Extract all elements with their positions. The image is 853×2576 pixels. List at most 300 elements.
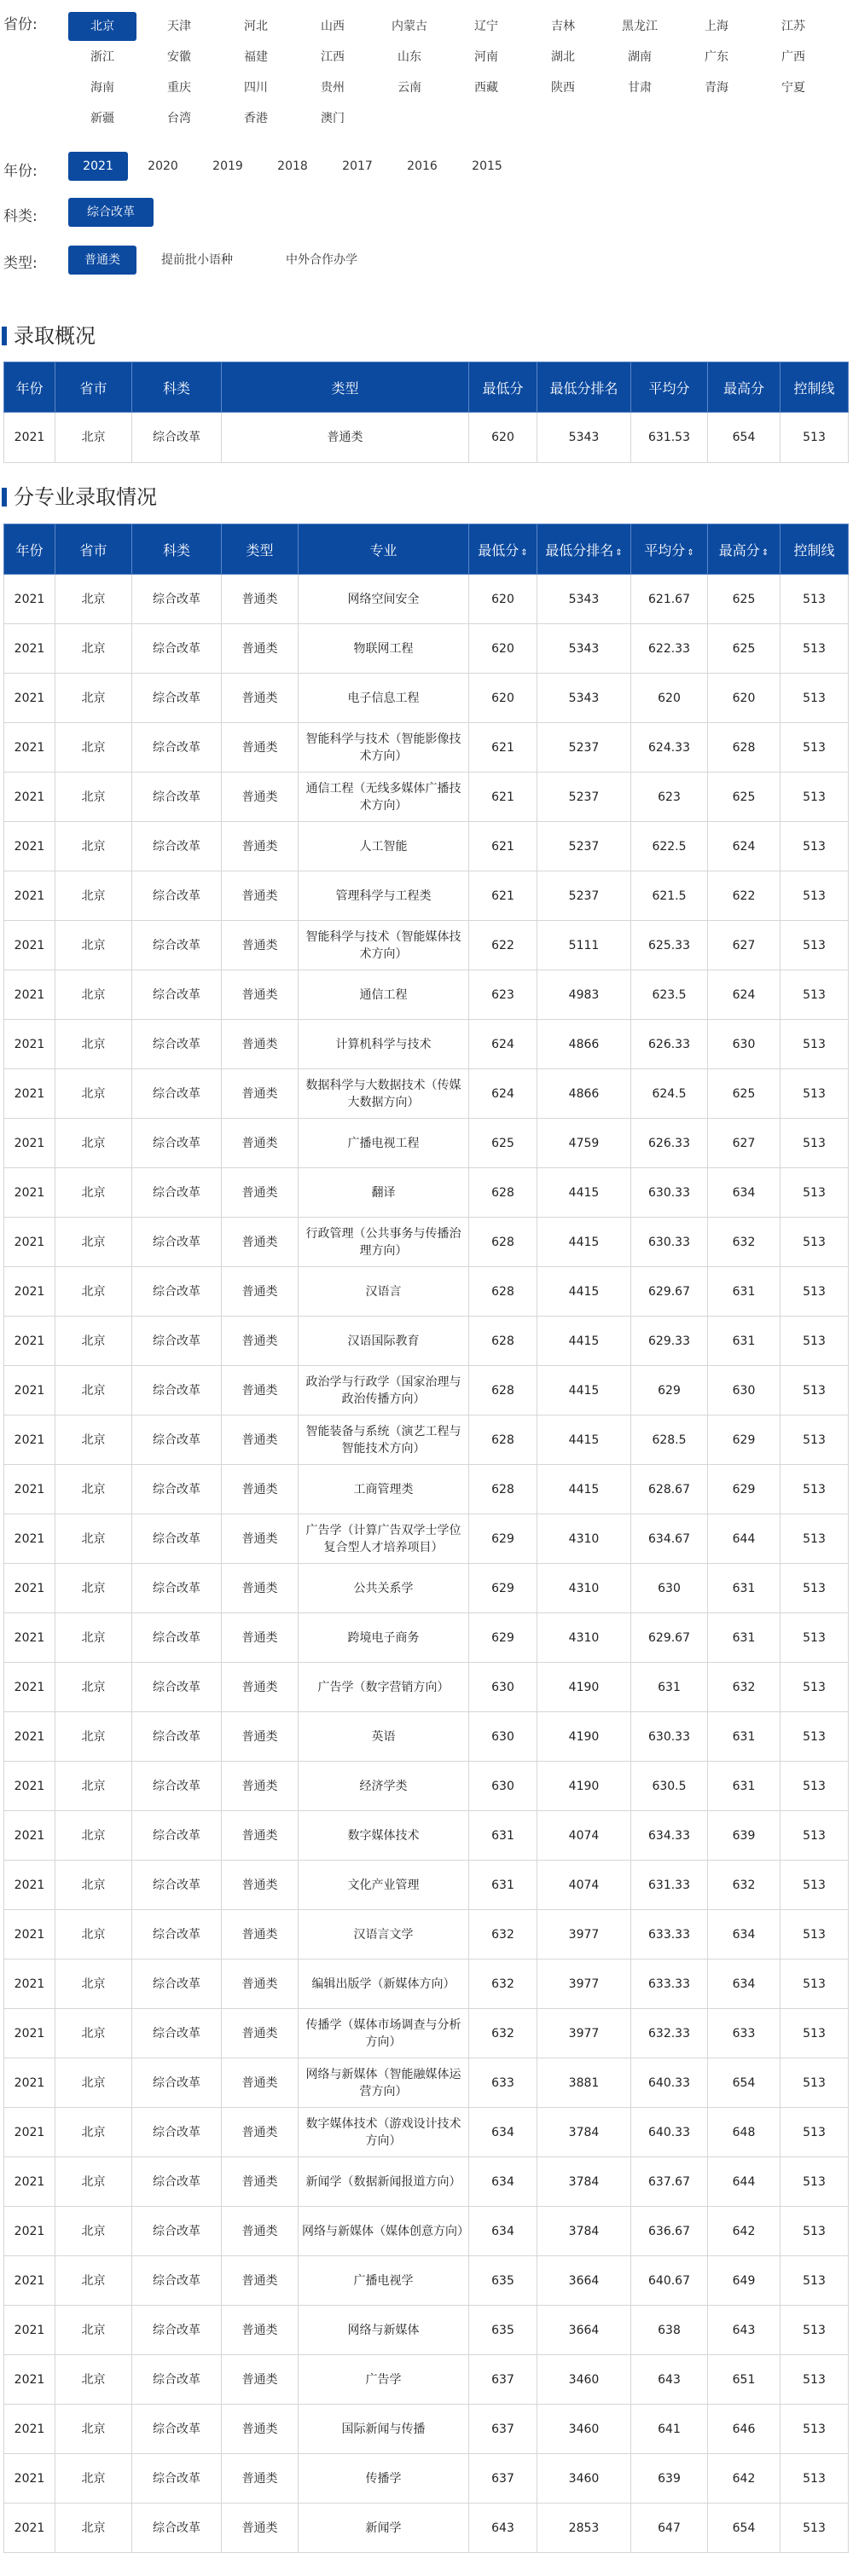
table-cell: 513 xyxy=(780,1465,849,1514)
province-option[interactable]: 江苏 xyxy=(781,20,805,33)
table-cell: 综合改革 xyxy=(132,2355,222,2405)
sort-icon[interactable]: ⇕ xyxy=(520,547,528,558)
major-name-cell: 跨境电子商务 xyxy=(299,1613,469,1663)
table-row xyxy=(4,1910,849,1959)
table-cell: 综合改革 xyxy=(132,1712,222,1762)
table-row xyxy=(4,822,849,871)
table-cell: 综合改革 xyxy=(132,2108,222,2157)
table-cell: 北京 xyxy=(55,970,132,1020)
province-option[interactable]: 天津 xyxy=(167,20,191,33)
table-cell: 631.53 xyxy=(631,413,708,463)
year-option[interactable]: 2017 xyxy=(342,159,373,173)
table-cell: 634 xyxy=(469,2207,537,2256)
table-row xyxy=(4,2108,849,2157)
table-row xyxy=(4,1366,849,1415)
table-cell: 北京 xyxy=(55,1069,132,1119)
header-label: 最低分 xyxy=(478,541,519,559)
table-cell: 2021 xyxy=(4,1663,55,1712)
major-name-cell: 广告学（数字营销方向） xyxy=(299,1663,469,1712)
table-cell: 2021 xyxy=(4,871,55,921)
province-option[interactable]: 台湾 xyxy=(167,112,191,125)
table-cell: 综合改革 xyxy=(132,2009,222,2058)
major-name-cell: 翻译 xyxy=(299,1168,469,1218)
province-option[interactable]: 山东 xyxy=(397,50,421,64)
province-option[interactable]: 安徽 xyxy=(167,50,191,64)
summary-header-cell: 年份 xyxy=(4,362,55,413)
table-cell: 631 xyxy=(708,1317,780,1366)
majors-header-cell xyxy=(4,524,55,575)
table-cell: 4310 xyxy=(537,1564,631,1613)
major-name-cell: 编辑出版学（新媒体方向） xyxy=(299,1959,469,2009)
year-option[interactable]: 2016 xyxy=(407,159,438,173)
table-cell: 普通类 xyxy=(222,1465,299,1514)
table-cell: 2021 xyxy=(4,2256,55,2306)
table-cell: 648 xyxy=(708,2108,780,2157)
table-cell: 632 xyxy=(469,1910,537,1959)
table-cell: 普通类 xyxy=(222,921,299,970)
year-filter xyxy=(0,152,853,186)
table-cell: 2021 xyxy=(4,1267,55,1317)
table-cell: 628.67 xyxy=(631,1465,708,1514)
province-option[interactable]: 广东 xyxy=(705,50,728,64)
table-cell: 普通类 xyxy=(222,1959,299,2009)
table-cell: 513 xyxy=(780,2454,849,2504)
table-cell: 513 xyxy=(780,1020,849,1069)
sortable-header-cell[interactable] xyxy=(537,524,631,575)
table-row xyxy=(4,575,849,624)
province-option[interactable]: 福建 xyxy=(244,50,268,64)
table-cell: 641 xyxy=(631,2405,708,2454)
major-name-cell: 汉语言 xyxy=(299,1267,469,1317)
province-option[interactable]: 重庆 xyxy=(167,81,191,95)
header-label: 最低分排名 xyxy=(545,541,614,559)
table-cell: 621.5 xyxy=(631,871,708,921)
table-cell: 2021 xyxy=(4,723,55,773)
table-cell: 627 xyxy=(708,1119,780,1168)
province-option[interactable]: 湖北 xyxy=(551,50,575,64)
year-option[interactable]: 2020 xyxy=(148,159,178,173)
table-row xyxy=(4,2454,849,2504)
table-cell: 2021 xyxy=(4,1366,55,1415)
table-row xyxy=(4,1861,849,1910)
province-option[interactable]: 黑龙江 xyxy=(622,20,658,33)
table-cell: 综合改革 xyxy=(132,2058,222,2108)
table-cell: 622.5 xyxy=(631,822,708,871)
majors-header-row xyxy=(4,524,849,575)
header-label: 类型 xyxy=(246,541,274,559)
table-cell: 北京 xyxy=(55,1663,132,1712)
table-cell: 综合改革 xyxy=(132,1861,222,1910)
sortable-header-cell[interactable] xyxy=(708,524,780,575)
table-row xyxy=(4,1959,849,2009)
table-cell: 3460 xyxy=(537,2405,631,2454)
table-cell: 624.33 xyxy=(631,723,708,773)
major-name-cell: 广播电视学 xyxy=(299,2256,469,2306)
header-label: 科类 xyxy=(162,541,190,559)
table-cell: 普通类 xyxy=(222,1663,299,1712)
table-cell: 普通类 xyxy=(222,2157,299,2207)
province-option[interactable]: 上海 xyxy=(705,20,728,33)
table-row xyxy=(4,1762,849,1811)
year-option[interactable]: 2018 xyxy=(277,159,308,173)
table-cell: 3664 xyxy=(537,2306,631,2355)
table-cell: 北京 xyxy=(55,575,132,624)
table-cell: 625 xyxy=(708,1069,780,1119)
table-cell: 625 xyxy=(708,773,780,822)
table-row xyxy=(4,2256,849,2306)
table-cell: 635 xyxy=(469,2306,537,2355)
table-cell: 633.33 xyxy=(631,1910,708,1959)
table-cell: 5237 xyxy=(537,723,631,773)
table-row xyxy=(4,1663,849,1712)
province-option[interactable]: 云南 xyxy=(397,81,421,95)
table-cell: 637 xyxy=(469,2405,537,2454)
table-cell: 普通类 xyxy=(222,1514,299,1564)
table-cell: 628 xyxy=(469,1415,537,1465)
table-cell: 629 xyxy=(469,1613,537,1663)
table-cell: 综合改革 xyxy=(132,1663,222,1712)
year-option[interactable]: 2021 xyxy=(68,152,128,181)
table-cell: 普通类 xyxy=(222,2058,299,2108)
table-cell: 4074 xyxy=(537,1811,631,1861)
table-cell: 北京 xyxy=(55,2157,132,2207)
table-cell: 3784 xyxy=(537,2207,631,2256)
table-cell: 北京 xyxy=(55,2108,132,2157)
province-option[interactable]: 陕西 xyxy=(551,81,575,95)
table-cell: 普通类 xyxy=(222,1613,299,1663)
table-cell: 2021 xyxy=(4,674,55,723)
major-name-cell: 物联网工程 xyxy=(299,624,469,674)
table-cell: 513 xyxy=(780,624,849,674)
type-option[interactable]: 中外合作办学 xyxy=(286,253,357,267)
table-cell: 综合改革 xyxy=(132,1020,222,1069)
majors-header-cell xyxy=(132,524,222,575)
table-cell: 普通类 xyxy=(222,1267,299,1317)
summary-section-title xyxy=(0,319,853,349)
table-cell: 5237 xyxy=(537,773,631,822)
table-row xyxy=(4,2355,849,2405)
table-cell: 513 xyxy=(780,871,849,921)
majors-header-cell xyxy=(222,524,299,575)
table-cell: 643 xyxy=(469,2504,537,2553)
table-cell: 综合改革 xyxy=(132,413,222,463)
table-cell: 631 xyxy=(631,1663,708,1712)
table-cell: 普通类 xyxy=(222,1564,299,1613)
table-cell: 2021 xyxy=(4,1564,55,1613)
table-cell: 普通类 xyxy=(222,773,299,822)
province-option[interactable]: 内蒙古 xyxy=(392,20,427,33)
major-name-cell: 行政管理（公共事务与传播治理方向） xyxy=(299,1218,469,1267)
table-cell: 普通类 xyxy=(222,1910,299,1959)
table-cell: 北京 xyxy=(55,1959,132,2009)
table-cell: 637.67 xyxy=(631,2157,708,2207)
table-cell: 629.67 xyxy=(631,1613,708,1663)
table-cell: 综合改革 xyxy=(132,2504,222,2553)
table-cell: 624 xyxy=(708,970,780,1020)
table-cell: 625 xyxy=(708,624,780,674)
table-cell: 513 xyxy=(780,723,849,773)
type-option[interactable]: 提前批小语种 xyxy=(161,253,233,267)
table-cell: 北京 xyxy=(55,723,132,773)
province-option[interactable]: 浙江 xyxy=(90,50,114,64)
table-cell: 2021 xyxy=(4,413,55,463)
province-option[interactable]: 西藏 xyxy=(474,81,498,95)
province-option[interactable]: 四川 xyxy=(244,81,268,95)
table-row xyxy=(4,723,849,773)
province-option[interactable]: 香港 xyxy=(244,112,268,125)
majors-header-cell xyxy=(780,524,849,575)
sort-icon[interactable]: ⇕ xyxy=(615,547,623,558)
summary-title-text: 录取概况 xyxy=(14,324,96,348)
table-cell: 综合改革 xyxy=(132,1465,222,1514)
table-cell: 634.33 xyxy=(631,1811,708,1861)
sort-icon[interactable]: ⇕ xyxy=(687,547,694,558)
table-cell: 630 xyxy=(708,1020,780,1069)
table-cell: 633 xyxy=(469,2058,537,2108)
table-row xyxy=(4,1712,849,1762)
table-cell: 综合改革 xyxy=(132,2256,222,2306)
table-cell: 624.5 xyxy=(631,1069,708,1119)
table-cell: 普通类 xyxy=(222,1861,299,1910)
table-cell: 640.67 xyxy=(631,2256,708,2306)
province-option[interactable]: 河北 xyxy=(244,20,268,33)
table-cell: 513 xyxy=(780,773,849,822)
major-name-cell: 计算机科学与技术 xyxy=(299,1020,469,1069)
table-cell: 620 xyxy=(469,575,537,624)
type-filter xyxy=(0,246,853,280)
table-cell: 2021 xyxy=(4,1119,55,1168)
table-cell: 综合改革 xyxy=(132,1811,222,1861)
province-option[interactable]: 青海 xyxy=(705,81,728,95)
table-cell: 普通类 xyxy=(222,674,299,723)
table-cell: 513 xyxy=(780,921,849,970)
table-cell: 2021 xyxy=(4,1613,55,1663)
table-cell: 634 xyxy=(708,1959,780,2009)
table-cell: 626.33 xyxy=(631,1119,708,1168)
table-cell: 普通类 xyxy=(222,413,469,463)
table-cell: 北京 xyxy=(55,1119,132,1168)
table-cell: 627 xyxy=(708,921,780,970)
table-cell: 3977 xyxy=(537,1959,631,2009)
table-cell: 2021 xyxy=(4,2306,55,2355)
table-cell: 631 xyxy=(708,1613,780,1663)
table-cell: 综合改革 xyxy=(132,1415,222,1465)
table-cell: 3881 xyxy=(537,2058,631,2108)
province-option[interactable]: 河南 xyxy=(474,50,498,64)
table-cell: 3664 xyxy=(537,2256,631,2306)
table-cell: 普通类 xyxy=(222,2504,299,2553)
table-cell: 628 xyxy=(469,1317,537,1366)
table-row xyxy=(4,624,849,674)
subject-option[interactable]: 综合改革 xyxy=(68,198,154,227)
table-cell: 625.33 xyxy=(631,921,708,970)
table-cell: 2021 xyxy=(4,575,55,624)
majors-table xyxy=(3,524,849,2553)
province-option[interactable]: 澳门 xyxy=(321,112,345,125)
table-cell: 636.67 xyxy=(631,2207,708,2256)
summary-header-cell: 科类 xyxy=(132,362,222,413)
major-name-cell: 电子信息工程 xyxy=(299,674,469,723)
table-cell: 北京 xyxy=(55,1613,132,1663)
table-cell: 629 xyxy=(708,1465,780,1514)
major-name-cell: 网络与新媒体（智能融媒体运营方向） xyxy=(299,2058,469,2108)
majors-header-cell xyxy=(55,524,132,575)
table-cell: 644 xyxy=(708,2157,780,2207)
province-option[interactable]: 湖南 xyxy=(628,50,652,64)
table-cell: 北京 xyxy=(55,2207,132,2256)
table-cell: 632 xyxy=(708,1663,780,1712)
table-cell: 5343 xyxy=(537,575,631,624)
majors-body xyxy=(4,575,849,2553)
province-option[interactable]: 贵州 xyxy=(321,81,345,95)
table-cell: 普通类 xyxy=(222,2405,299,2454)
table-cell: 2021 xyxy=(4,1465,55,1514)
table-cell: 631 xyxy=(708,1712,780,1762)
major-name-cell: 广告学（计算广告双学士学位复合型人才培养项目） xyxy=(299,1514,469,1564)
table-cell: 综合改革 xyxy=(132,624,222,674)
table-cell: 北京 xyxy=(55,1861,132,1910)
major-name-cell: 英语 xyxy=(299,1712,469,1762)
table-cell: 513 xyxy=(780,2355,849,2405)
table-cell: 4415 xyxy=(537,1415,631,1465)
table-cell: 2021 xyxy=(4,2504,55,2553)
province-option[interactable]: 新疆 xyxy=(90,112,114,125)
table-cell: 北京 xyxy=(55,2058,132,2108)
major-name-cell: 广播电视工程 xyxy=(299,1119,469,1168)
summary-body xyxy=(4,413,849,463)
table-cell: 北京 xyxy=(55,624,132,674)
table-cell: 综合改革 xyxy=(132,773,222,822)
table-cell: 3977 xyxy=(537,2009,631,2058)
table-cell: 624 xyxy=(708,822,780,871)
table-cell: 628 xyxy=(469,1465,537,1514)
table-cell: 4415 xyxy=(537,1267,631,1317)
province-filter xyxy=(0,0,853,136)
table-cell: 643 xyxy=(708,2306,780,2355)
table-cell: 北京 xyxy=(55,773,132,822)
summary-header-cell: 平均分 xyxy=(631,362,708,413)
table-row xyxy=(4,1564,849,1613)
table-cell: 2853 xyxy=(537,2504,631,2553)
table-cell: 634 xyxy=(469,2108,537,2157)
table-cell: 513 xyxy=(780,674,849,723)
table-cell: 513 xyxy=(780,1267,849,1317)
table-cell: 2021 xyxy=(4,1959,55,2009)
header-label: 最高分 xyxy=(718,541,760,559)
table-cell: 634 xyxy=(469,2157,537,2207)
table-cell: 2021 xyxy=(4,1218,55,1267)
table-row xyxy=(4,1613,849,1663)
table-cell: 普通类 xyxy=(222,2207,299,2256)
province-option[interactable]: 吉林 xyxy=(551,20,575,33)
year-option[interactable]: 2015 xyxy=(472,159,502,173)
table-cell: 513 xyxy=(780,2108,849,2157)
table-cell: 北京 xyxy=(55,1910,132,1959)
table-cell: 5237 xyxy=(537,822,631,871)
table-cell: 综合改革 xyxy=(132,1366,222,1415)
sortable-header-cell[interactable] xyxy=(631,524,708,575)
table-cell: 647 xyxy=(631,2504,708,2553)
province-option[interactable]: 北京 xyxy=(68,12,136,41)
table-cell: 620 xyxy=(708,674,780,723)
table-cell: 621.67 xyxy=(631,575,708,624)
table-cell: 628 xyxy=(469,1267,537,1317)
table-cell: 4415 xyxy=(537,1168,631,1218)
table-cell: 2021 xyxy=(4,1712,55,1762)
table-cell: 4310 xyxy=(537,1613,631,1663)
major-name-cell: 新闻学（数据新闻报道方向） xyxy=(299,2157,469,2207)
major-name-cell: 国际新闻与传播 xyxy=(299,2405,469,2454)
major-name-cell: 工商管理类 xyxy=(299,1465,469,1514)
table-cell: 4415 xyxy=(537,1218,631,1267)
table-cell: 综合改革 xyxy=(132,1762,222,1811)
table-cell: 642 xyxy=(708,2454,780,2504)
table-cell: 620 xyxy=(469,624,537,674)
summary-header-cell: 控制线 xyxy=(780,362,849,413)
province-option[interactable]: 甘肃 xyxy=(628,81,652,95)
table-cell: 640.33 xyxy=(631,2058,708,2108)
table-cell: 632 xyxy=(708,1861,780,1910)
sortable-header-cell[interactable] xyxy=(469,524,537,575)
table-cell: 513 xyxy=(780,1366,849,1415)
table-cell: 513 xyxy=(780,2009,849,2058)
section-marker xyxy=(2,488,7,507)
table-cell: 513 xyxy=(780,1712,849,1762)
table-cell: 4415 xyxy=(537,1465,631,1514)
table-cell: 4759 xyxy=(537,1119,631,1168)
table-cell: 综合改革 xyxy=(132,1613,222,1663)
table-cell: 2021 xyxy=(4,2405,55,2454)
type-option[interactable]: 普通类 xyxy=(68,246,136,275)
table-row xyxy=(4,970,849,1020)
table-cell: 4866 xyxy=(537,1069,631,1119)
table-cell: 632.33 xyxy=(631,2009,708,2058)
table-row xyxy=(4,1415,849,1465)
table-cell: 北京 xyxy=(55,2256,132,2306)
table-cell: 普通类 xyxy=(222,624,299,674)
section-marker xyxy=(2,327,7,345)
sort-icon[interactable]: ⇕ xyxy=(761,547,769,558)
table-cell: 综合改革 xyxy=(132,1119,222,1168)
province-option[interactable]: 辽宁 xyxy=(474,20,498,33)
table-cell: 综合改革 xyxy=(132,1168,222,1218)
header-label: 控制线 xyxy=(793,541,835,559)
table-cell: 620 xyxy=(631,674,708,723)
table-cell: 513 xyxy=(780,2306,849,2355)
table-cell: 629 xyxy=(631,1366,708,1415)
province-option[interactable]: 海南 xyxy=(90,81,114,95)
year-option[interactable]: 2019 xyxy=(212,159,243,173)
table-row xyxy=(4,2306,849,2355)
table-cell: 2021 xyxy=(4,2207,55,2256)
table-cell: 5343 xyxy=(537,624,631,674)
table-cell: 北京 xyxy=(55,1168,132,1218)
table-cell: 5343 xyxy=(537,674,631,723)
table-cell: 2021 xyxy=(4,921,55,970)
province-option[interactable]: 宁夏 xyxy=(781,81,805,95)
table-cell: 630 xyxy=(631,1564,708,1613)
province-option[interactable]: 山西 xyxy=(321,20,345,33)
table-cell: 630.33 xyxy=(631,1218,708,1267)
table-cell: 639 xyxy=(631,2454,708,2504)
table-cell: 632 xyxy=(469,1959,537,2009)
table-cell: 628 xyxy=(469,1366,537,1415)
province-option[interactable]: 江西 xyxy=(321,50,345,64)
table-cell: 625 xyxy=(708,575,780,624)
province-option[interactable]: 广西 xyxy=(781,50,805,64)
table-cell: 5111 xyxy=(537,921,631,970)
table-cell: 630 xyxy=(469,1762,537,1811)
